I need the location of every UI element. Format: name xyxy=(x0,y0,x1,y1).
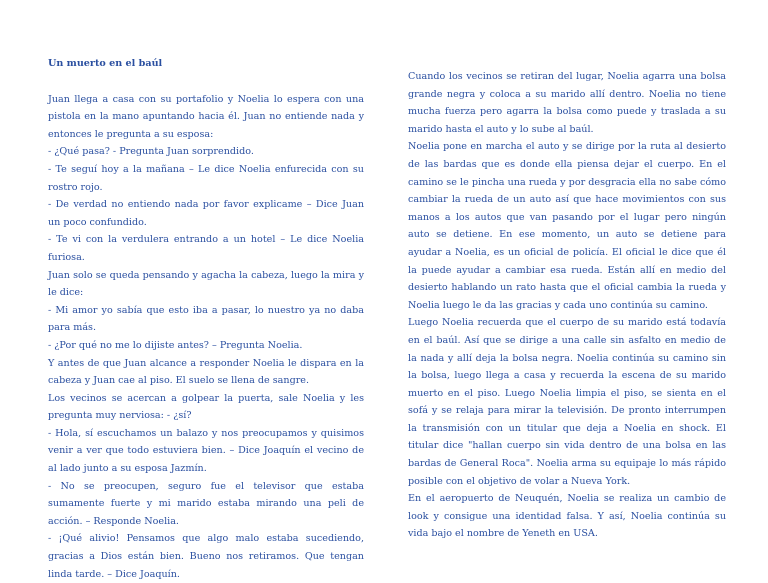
paragraph: Luego Noelia recuerda que el cuerpo de su marido está todavía en el baúl. Así que se dirige a una calle sin asfalto en medio de la nada y allí deja la bolsa negra. Noelia continúa su camino sin la bolsa, luego llega a casa y recuerda la escena de su marido muerto en el piso. Luego Noelia limpia el piso, se sienta en el sofá y se relaja para mirar la televisión. De pronto interrumpen la transmisión con un titular que deja a Noelia en shock. El titular dice "hallan cuerpo sin vida dentro de una bolsa en las bardas de General Roca". Noelia arma su equipaje lo más rápido posible con el objetivo de volar a Nueva York. xyxy=(408,317,726,487)
paragraph: En el aeropuerto de Neuquén, Noelia se realiza un cambio de look y consigue una identidad falsa. Y así, Noelia continúa su vida bajo el nombre de Yeneth en USA. xyxy=(408,493,726,540)
paragraph: Cuando los vecinos se retiran del lugar, Noelia agarra una bolsa grande negra y coloca a su marido allí dentro. Noelia no tiene mucha fuerza pero agarra la bolsa como puede y traslada a su marido hasta el auto y lo sube al baúl. xyxy=(408,71,726,135)
paragraph: - No se preocupen, seguro fue el televisor que estaba sumamente fuerte y mi marido estaba mirando una peli de acción. – Responde Noelia. xyxy=(48,480,364,527)
paragraph: - ¿Por qué no me lo dijiste antes? – Pregunta Noelia. xyxy=(48,339,303,351)
right-column xyxy=(408,68,726,543)
paragraph: Juan llega a casa con su portafolio y Noelia lo espera con una pistola en la mano apuntando hacia él. Juan no entiende nada y entonces le pregunta a su esposa: xyxy=(48,93,364,140)
paragraph: - Te seguí hoy a la mañana – Le dice Noelia enfurecida con su rostro rojo. xyxy=(48,163,364,193)
story-title: Un muerto en el baúl xyxy=(48,58,163,69)
paragraph: Y antes de que Juan alcance a responder Noelia le dispara en la cabeza y Juan cae al piso. El suelo se llena de sangre. xyxy=(48,357,364,387)
left-column xyxy=(48,55,364,583)
paragraph: - Hola, sí escuchamos un balazo y nos preocupamos y quisimos venir a ver que todo estuviera bien. – Dice Joaquín el vecino de al lado junto a su esposa Jazmín. xyxy=(48,427,364,475)
paragraph: - ¿Qué pasa? - Pregunta Juan sorprendido. xyxy=(48,146,254,158)
paragraph: - Te vi con la verdulera entrando a un hotel – Le dice Noelia furiosa. xyxy=(48,234,364,263)
paragraph: Noelia pone en marcha el auto y se dirige por la ruta al desierto de las bardas que es donde ella piensa dejar el cuerpo. En el camino se le pincha una rueda y por desgracia ella no sabe cómo cambiar la rueda de un auto así que hace movimientos con sus manos a los autos que van pasando por el lugar pero ningún auto se detiene. En ese momento, un auto se detiene para ayudar a Noelia, es un oficial de policía. El oficial le dice que él la puede ayudar a cambiar esa rueda. Están allí en medio del desierto hablando un rato hasta que el oficial cambia la rueda y Noelia luego le da las gracias y cada uno continúa su camino. xyxy=(408,141,726,311)
paragraph: - ¡Qué alivio! Pensamos que algo malo estaba sucediendo, gracias a Dios están bien. Bueno nos retiramos. Que tengan linda tarde. – Dice Joaquín. xyxy=(48,533,364,580)
paragraph: - De verdad no entiendo nada por favor explicame – Dice Juan un poco confundido. xyxy=(48,199,364,228)
paragraph: Juan solo se queda pensando y agacha la cabeza, luego la mira y le dice: xyxy=(48,269,364,299)
paragraph: - Mi amor yo sabía que esto iba a pasar, lo nuestro ya no daba para más. xyxy=(48,304,364,334)
paragraph: Los vecinos se acercan a golpear la puerta, sale Noelia y les pregunta muy nerviosa: - ¿sí? xyxy=(48,392,364,422)
